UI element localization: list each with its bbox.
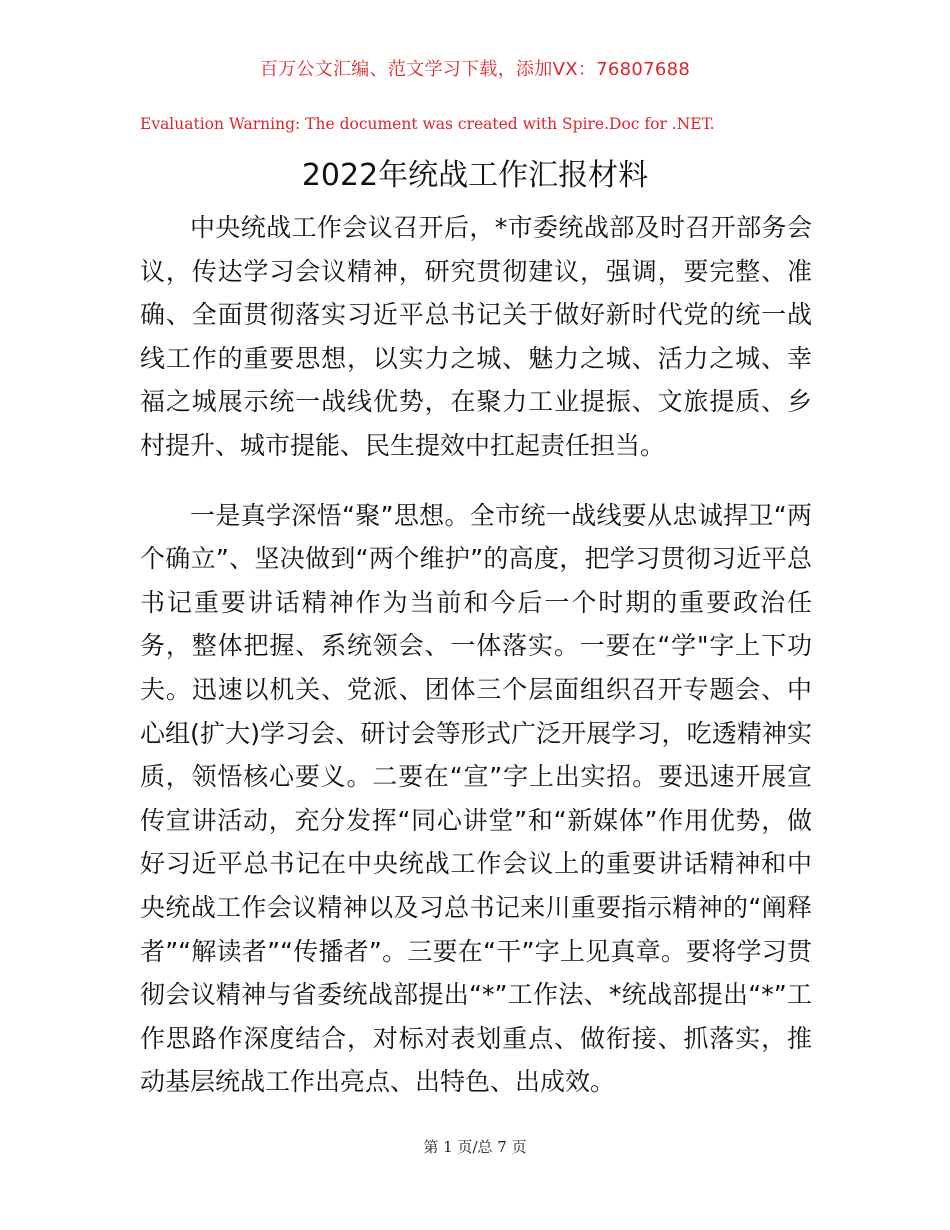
evaluation-warning: Evaluation Warning: The document was created with Spire.Doc for .NET. bbox=[140, 115, 715, 133]
document-body bbox=[140, 206, 812, 1104]
promo-banner: 百万公文汇编、范文学习下载，添加VX：76807688 bbox=[259, 59, 691, 80]
document-title: 2022年统战工作汇报材料 bbox=[301, 158, 649, 193]
body-paragraph: 中央统战工作会议召开后，*市委统战部及时召开部务会议，传达学习会议精神，研究贯彻建议，强调，要完整、准确、全面贯彻落实习近平总书记关于做好新时代党的统一战线工作的重要思想，以实力之城、魅力之城、活力之城、幸福之城展示统一战线优势，在聚力工业提振、文旅提质、乡村提升、城市提能、民生提效中扛起责任担当。 bbox=[140, 213, 812, 460]
body-paragraph: 一是真学深悟“聚”思想。全市统一战线要从忠诚捍卫“两个确立”、坚决做到“两个维护”的高度，把学习贯彻习近平总书记重要讲话精神作为当前和今后一个时期的重要政治任务，整体把握、系统领会、一体落实。一要在“学"字上下功夫。迅速以机关、党派、团体三个层面组织召开专题会、中心组(扩大)学习会、研讨会等形式广泛开展学习，吃透精神实质，领悟核心要义。二要在“宣”字上出实招。要迅速开展宣传宣讲活动，充分发挥“同心讲堂”和“新媒体”作用优势，做好习近平总书记在中央统战工作会议上的重要讲话精神和中央统战工作会议精神以及习总书记来川重要指示精神的“阐释者”“解读者”“传播者”。三要在“干”字上见真章。要将学习贯彻会议精神与省委统战部提出“*”工作法、*统战部提出“*”工作思路作深度结合，对标对表划重点、做衔接、抓落实，推动基层统战工作出亮点、出特色、出成效。 bbox=[140, 500, 812, 1097]
page-number: 第 1 页/总 7 页 bbox=[423, 1138, 527, 1156]
